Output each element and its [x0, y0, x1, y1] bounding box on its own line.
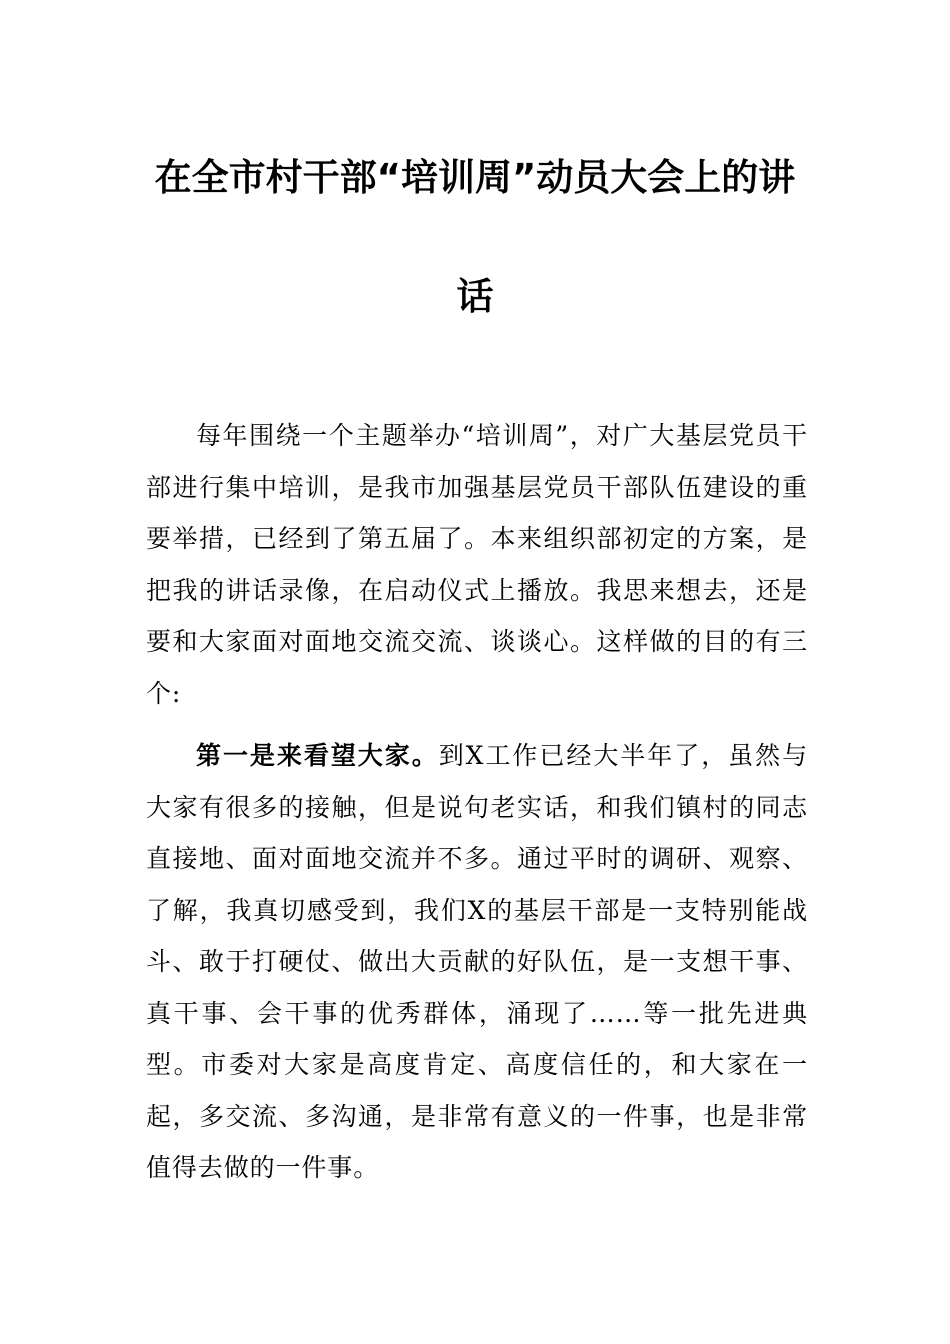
document-title-line-1: 在全市村干部“培训周”动员大会上的讲 — [154, 156, 796, 199]
document-title-line-2: 话 — [456, 275, 494, 318]
paragraph-intro — [146, 410, 808, 719]
paragraph-intro-text: 每年围绕一个主题举办“培训周”，对广大基层党员干部进行集中培训，是我市加强基层党员干部队伍建设的重要举措，已经到了第五届了。本来组织部初定的方案，是把我的讲话录像，在启动仪式上播放。我思来想去，还是要和大家面对面地交流交流、谈谈心。这样做的目的有三个: — [146, 421, 808, 708]
paragraph-first-point-text: 到X工作已经大半年了，虽然与大家有很多的接触，但是说句老实话，和我们镇村的同志直接地、面对面地交流并不多。通过平时的调研、观察、了解，我真切感受到，我们X的基层干部是一支特别能战斗、敢于打硬仗、做出大贡献的好队伍，是一支想干事、真干事、会干事的优秀群体，涌现了……等一批先进典型。市委对大家是高度肯定、高度信任的，和大家在一起，多交流、多沟通，是非常有意义的一件事，也是非常值得去做的一件事。 — [146, 741, 808, 1182]
paragraph-first-point-lead: 第一是来看望大家。 — [196, 741, 439, 770]
paragraph-first-point — [146, 730, 808, 1194]
document-body — [146, 410, 808, 1194]
